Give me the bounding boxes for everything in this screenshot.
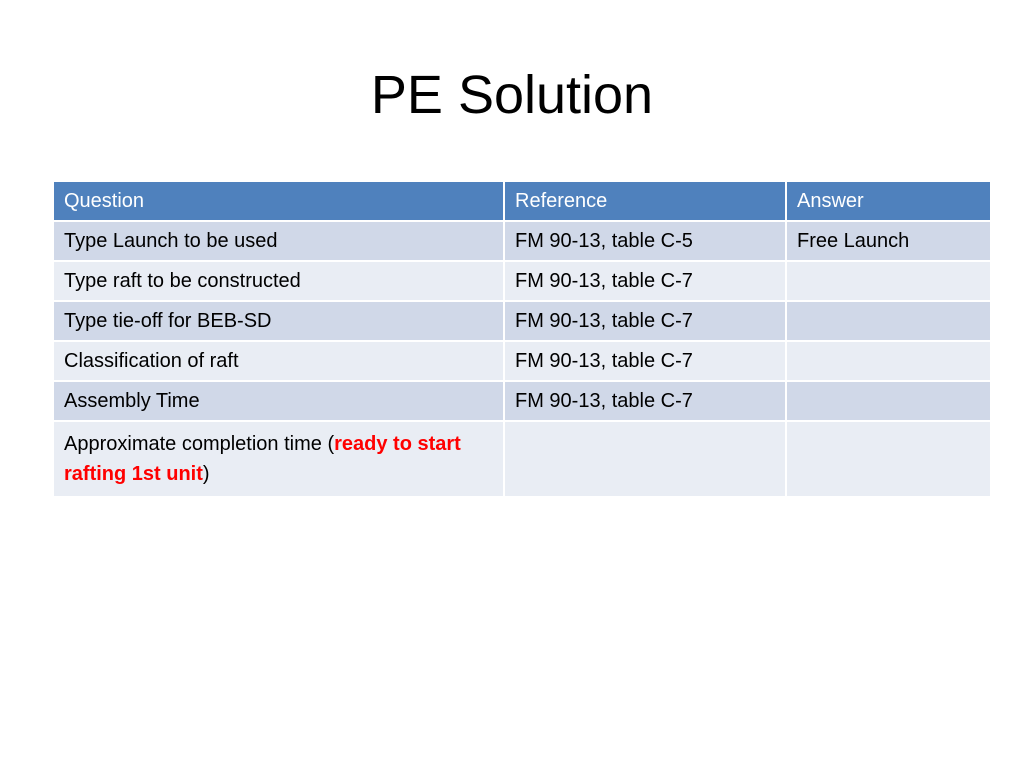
reference-cell: FM 90-13, table C-7 [504, 261, 786, 301]
table-row [53, 301, 991, 341]
question-prefix: Approximate completion time ( [64, 433, 335, 455]
header-answer: Answer [786, 181, 991, 221]
reference-cell: FM 90-13, table C-7 [504, 341, 786, 381]
question-suffix: ) [202, 463, 210, 485]
answer-cell [786, 381, 991, 421]
table-header-row [53, 181, 991, 221]
question-cell: Type tie-off for BEB-SD [53, 301, 504, 341]
question-cell: Classification of raft [53, 341, 504, 381]
header-reference: Reference [504, 181, 786, 221]
answer-cell [786, 301, 991, 341]
question-cell: Type raft to be constructed [53, 261, 504, 301]
question-cell: Type Launch to be used [53, 221, 504, 261]
reference-cell: FM 90-13, table C-7 [504, 301, 786, 341]
question-cell [53, 421, 504, 497]
reference-cell: FM 90-13, table C-7 [504, 381, 786, 421]
question-highlight: ready to start rafting 1st unit [64, 433, 461, 485]
question-cell: Assembly Time [53, 381, 504, 421]
slide-title: PE Solution [370, 65, 654, 125]
pe-solution-table [52, 180, 992, 498]
answer-cell [786, 341, 991, 381]
table-row [53, 221, 991, 261]
table-row [53, 341, 991, 381]
table-row [53, 261, 991, 301]
answer-cell [786, 421, 991, 497]
table-row [53, 381, 991, 421]
answer-cell [786, 261, 991, 301]
table-row [53, 421, 991, 497]
reference-cell: FM 90-13, table C-5 [504, 221, 786, 261]
reference-cell [504, 421, 786, 497]
answer-cell: Free Launch [786, 221, 991, 261]
header-question: Question [53, 181, 504, 221]
